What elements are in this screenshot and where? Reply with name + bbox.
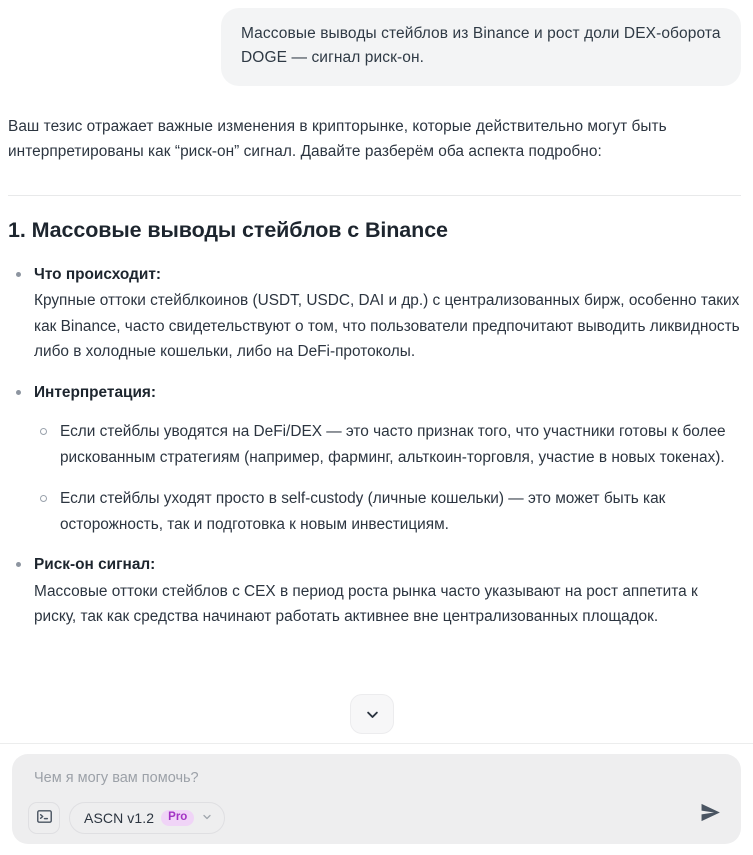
assistant-message bbox=[0, 86, 753, 629]
model-name-label: ASCN v1.2 bbox=[84, 810, 155, 826]
list-item bbox=[8, 553, 741, 629]
chevron-down-icon bbox=[365, 707, 380, 722]
message-input-placeholder[interactable]: Чем я могу вам помочь? bbox=[34, 770, 199, 786]
chevron-down-icon bbox=[201, 810, 213, 826]
list-item: Если стейблы уводятся на DeFi/DEX — это часто признак того, что участники готовы к более рискованным стратегиям (например, фарминг, альткоин-торговля, участие в новых токенах). bbox=[34, 419, 741, 470]
list-item bbox=[8, 263, 741, 365]
terminal-icon bbox=[36, 808, 53, 828]
send-icon bbox=[698, 800, 723, 828]
section-heading: 1. Массовые выводы стейблов с Binance bbox=[8, 217, 448, 242]
message-composer[interactable] bbox=[12, 754, 741, 844]
list-item: Если стейблы уходят просто в self-custody (личные кошельки) — это может быть как осторожность, так и подготовка к новым инвестициям. bbox=[34, 486, 741, 537]
pro-badge: Pro bbox=[161, 810, 194, 826]
model-selector-button[interactable] bbox=[69, 802, 225, 834]
bullet-body: Крупные оттоки стейблкоинов (USDT, USDC, DAI и др.) с централизованных бирж, особенно таких как Binance, часто свидетельствуют о том, что пользователи предпочитают выводить ликвидность либо в холодные кошельки, либо на DeFi-протоколы. bbox=[34, 292, 740, 361]
terminal-button[interactable] bbox=[28, 802, 60, 834]
bullet-body: Массовые оттоки стейблов с CEX в период роста рынка часто указывают на рост аппетита к риску, так как средства начинают работать активнее вне централизованных площадок. bbox=[34, 582, 698, 626]
composer-container bbox=[0, 743, 753, 855]
send-button[interactable] bbox=[693, 798, 727, 830]
bullet-label: Что происходит: bbox=[34, 265, 162, 283]
bullet-label: Интерпретация: bbox=[34, 383, 157, 401]
composer-controls bbox=[28, 802, 725, 834]
user-message-row bbox=[0, 0, 753, 86]
assistant-sub-bullet-list bbox=[34, 419, 741, 537]
scroll-to-bottom-button[interactable] bbox=[350, 694, 394, 734]
bullet-label: Риск-он сигнал: bbox=[34, 555, 156, 573]
assistant-bullet-list bbox=[8, 263, 741, 630]
assistant-intro-paragraph: Ваш тезис отражает важные изменения в крипторынке, которые действительно могут быть интерпретированы как “риск-он” сигнал. Давайте разберём оба аспекта подробно: bbox=[8, 118, 667, 161]
list-item bbox=[8, 381, 741, 537]
section-divider bbox=[8, 195, 741, 196]
user-message-bubble: Массовые выводы стейблов из Binance и рост доли DEX-оборота DOGE — сигнал риск-он. bbox=[221, 8, 741, 86]
